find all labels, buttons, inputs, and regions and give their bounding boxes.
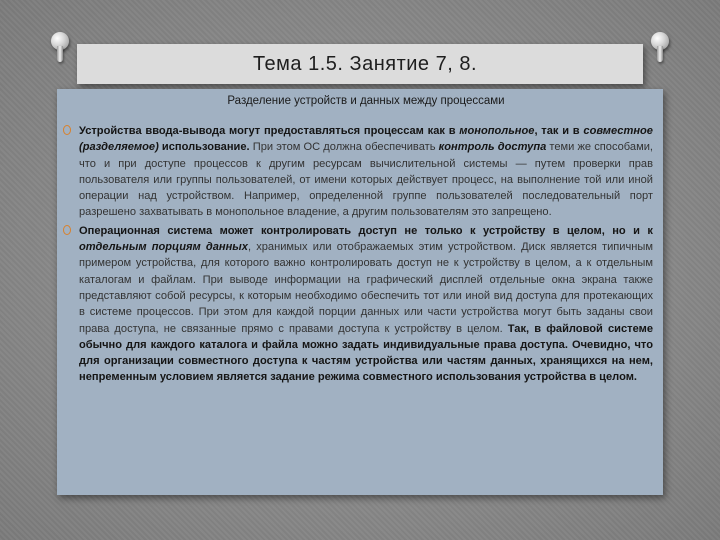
slide-title: Тема 1.5. Занятие 7, 8. [252,52,478,75]
text-segment: монопольное [459,125,535,137]
text-segment: Так, в файловой системе обычно для каждого каталога и файла можно задать индивидуальные права доступа. Очевидно, что для организации совместного доступа к частям устройства или частям данных, хранящихся на нем, непременным условием является задание режима совместного использования устройства в целом. [79,322,653,384]
content-panel [57,89,663,495]
text-segment: Операционная система может контролировать доступ не только к устройству в целом, но и к [79,224,653,237]
paragraph-text [79,223,653,386]
text-segment: , так и в [534,125,584,137]
text-segment: При этом ОС должна обеспечивать [249,141,439,154]
pushpin-left-icon [51,32,69,62]
slide-subtitle: Разделение устройств и данных между процессами [227,95,505,107]
pushpin-right-icon [651,32,669,62]
title-bar [77,44,643,84]
text-segment: теми же способами, что и при доступе процессов к другим ресурсам вычислительной системы — путем проверки прав пользователя или группы пользователей, от имени которых действует процесс, на выполнение той или иной операции над устройством. Например, определенной группе пользователей последовательный порт разрешено захватывать в монопольное владение, а другим пользователям это запрещено. [79,141,653,219]
text-segment: отдельным порциям данных [79,241,248,254]
text-segment: , хранимых или отображаемых этим устройством. Диск является типичным примером устройства, для которого важно контролировать доступ не к устройству в целом, а к отдельным каталогам и файлам. При выводе информации на графический дисплей отдельные окна экрана также представляют собой ресурсы, к которым необходимо обеспечить тот или иной вид доступа для протекающих в системе процессов. При этом для каждой порции данных или части устройства могут быть заданы свои права доступа, не связанные прямо с правами доступа к устройству в целом. [79,241,653,335]
paragraph-text [79,123,653,221]
text-segment: использование. [158,141,250,154]
bullet-circle-icon [63,225,71,235]
bullet-circle-icon [63,125,71,135]
text-segment: Устройства ввода-вывода могут предоставляться процессам как в [79,125,460,137]
text-segment: контроль доступа [438,141,547,154]
text-segment: совместное (разделяемое) [79,125,653,154]
bullet-item [79,223,653,386]
bullet-item [79,123,653,221]
paragraph-list [79,123,653,386]
